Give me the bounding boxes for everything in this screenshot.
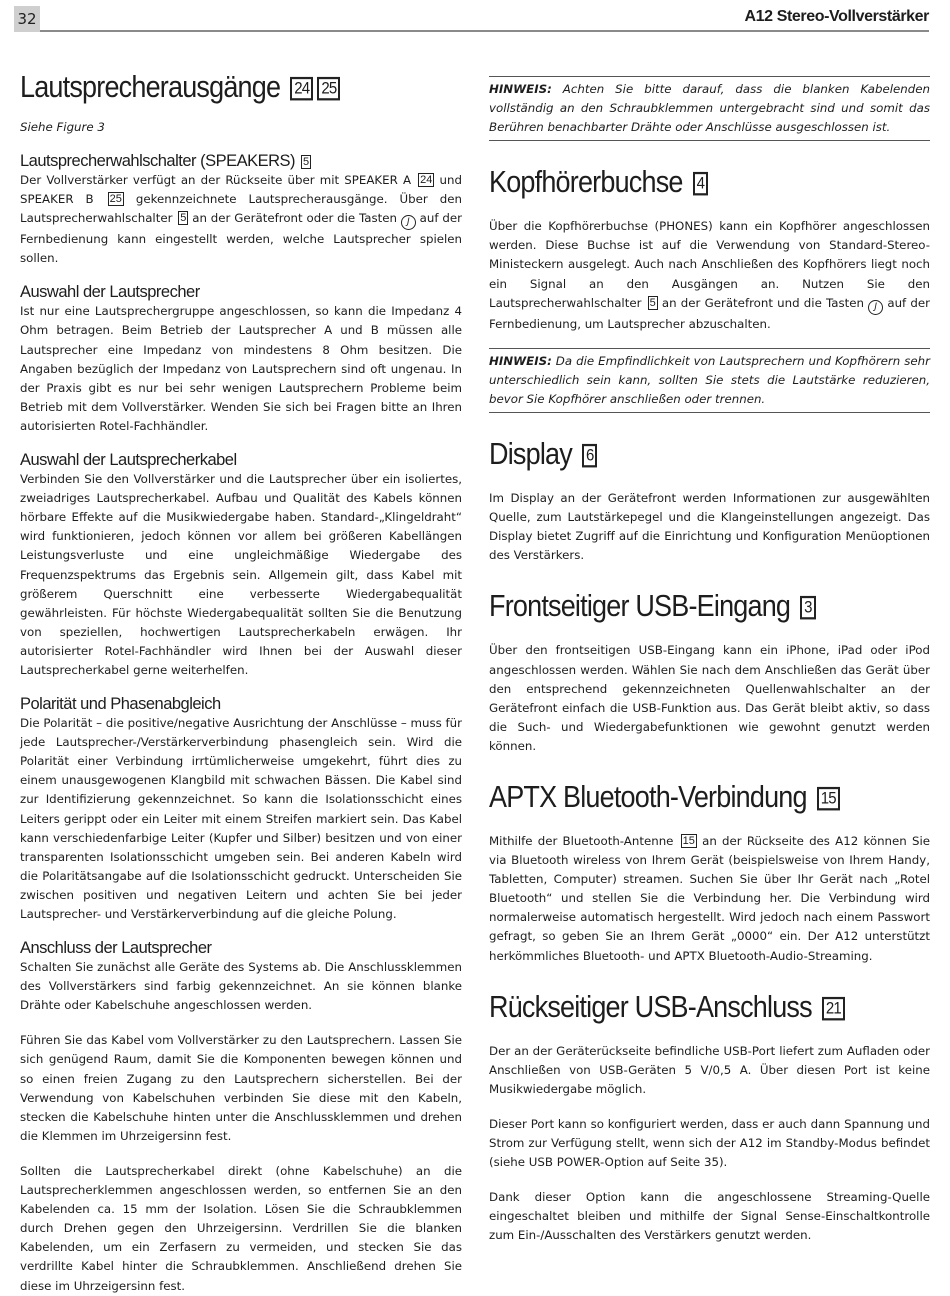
- paragraph: Dank dieser Option kann die angeschlossene Streaming-Quelle eingeschaltet bleiben und mithilfe der Signal Sense-Einschaltkontrolle zum Ein-/Ausschalten des Verstärkers genutzt werden.: [489, 1190, 930, 1243]
- ref-box: 25: [109, 193, 122, 206]
- text-run: an der Rückseite des A12 können Sie via Bluetooth wireless von Ihrem Gerät (beispielsweise von Ihrem Handy, Tabletten, Computer) streamen. Suchen Sie über Ihr Gerät nach „Rotel Bluetooth“ und stellen Sie die Verbindung her. Die Verbindung wird normalerweise automatisch hergestellt. Wird jedoch nach einem Passwort gefragt, so geben Sie an Ihrem Gerät „0000“ ein. Der A12 unterstützt herkömmliches Bluetooth- und APTX Bluetooth-Audio-Streaming.: [489, 833, 931, 963]
- section-heading: [489, 990, 930, 1024]
- ref-box: 5: [649, 296, 656, 309]
- paragraph: Dieser Port kann so konfiguriert werden, dass er auch dann Spannung und Strom zur Verfügung stellt, wenn sich der A12 im Standby-Modus befindet (siehe USB POWER-Option auf Seite 35).: [489, 1116, 930, 1170]
- heading-text: Kopfhörerbuchse: [489, 165, 683, 200]
- section-heading: [489, 165, 930, 199]
- ref-box: 21: [822, 997, 845, 1021]
- heading-text: Lautsprecherausgänge: [20, 70, 281, 104]
- subsection-heading: Auswahl der Lautsprecher: [20, 283, 200, 302]
- text-run: Mithilfe der Bluetooth-Antenne: [489, 833, 679, 848]
- text-run: an der Gerätefront und die Tasten: [657, 295, 869, 310]
- ref-box: 15: [817, 787, 840, 811]
- note-text: [489, 80, 930, 137]
- section-heading: [489, 780, 930, 814]
- subsection-heading: Polarität und Phasenabgleich: [20, 695, 221, 714]
- note-box: [489, 348, 930, 413]
- heading-text: APTX Bluetooth-Verbindung: [489, 780, 807, 814]
- remote-button-icon: J: [401, 215, 416, 230]
- section-heading: [20, 70, 462, 104]
- ref-box: 6: [582, 444, 598, 468]
- heading-text: Lautsprecherwahlschalter (SPEAKERS): [20, 152, 296, 170]
- ref-box: 5: [303, 156, 309, 168]
- text-run: Der Vollverstärker verfügt an der Rückseite über mit SPEAKER A: [20, 173, 417, 187]
- header-rule: [40, 30, 929, 32]
- paragraph: Über den frontseitigen USB-Eingang kann ein iPhone, iPad oder iPod angeschlossen werden. Wählen Sie nach dem Anschließen das Gerät über den entsprechend gekennzeichneten Quellenwahlschalter an der Gerätefront einfach die USB-Funktion aus. Das Gerät bleibt aktiv, so dass die Such- und Wiedergabefunktionen wie gewohnt genutzt werden können.: [489, 643, 930, 753]
- text-run: Achten Sie bitte darauf, dass die blanken Kabelenden vollständig an den Schraubklemmen untergebracht sind und somit das Berühren benachbarter Drähte oder Anschlüsse ausgeschlossen ist.: [489, 82, 930, 135]
- left-column: [20, 72, 462, 1296]
- right-column: [489, 76, 930, 1245]
- note-label: HINWEIS:: [489, 353, 552, 368]
- text-run: an der Gerätefront oder die Tasten: [188, 211, 401, 226]
- ref-box: 15: [682, 834, 695, 847]
- section-heading: [489, 590, 930, 624]
- ref-box: 4: [693, 172, 709, 196]
- note-box: [489, 76, 930, 141]
- paragraph: [20, 171, 462, 268]
- text-run: gekennzeichnete Lautsprecherausgänge. Über den Lautsprecherwahlschalter: [20, 192, 462, 226]
- remote-button-icon: J: [868, 300, 883, 315]
- paragraph: [489, 832, 930, 966]
- text-run: auf der Fernbedienung, um Lautsprecher abzuschalten.: [489, 295, 930, 331]
- page-number: 32: [14, 6, 40, 32]
- paragraph: Schalten Sie zunächst alle Geräte des Systems ab. Die Anschlussklemmen des Vollverstärkers sind farbig gekennzeichnet. An sie können blanke Drähte oder Kabelschuhe angeschlossen werden.: [20, 960, 462, 1013]
- figure-reference: Siehe Figure 3: [20, 120, 105, 134]
- heading-text: Rückseitiger USB-Anschluss: [489, 989, 812, 1024]
- subsection-heading: Auswahl der Lautsprecherkabel: [20, 451, 237, 470]
- text-run: Über die Kopfhörerbuchse (PHONES) kann ein Kopfhörer angeschlossen werden. Diese Buchse ist auf die Verwendung von Standard-Stereo-Ministeckern ausgelegt. Auch nach Anschließen des Kopfhörers liegt noch ein Signal an den Ausgängen an. Nutzen Sie den Lautsprecherwahlschalter: [489, 219, 930, 310]
- page-header: [14, 6, 929, 32]
- paragraph: Ist nur eine Lautsprechergruppe angeschlossen, so kann die Impedanz 4 Ohm betragen. Beim Betrieb der Lautsprecher A und B müssen alle Lautsprecher eine Impedanz von mindestens 8 Ohm besitzen. Die Angaben bezüglich der Impedanz von Lautsprechern sind oft ungenau. In der Praxis gibt es nur bei sehr wenigen Lautsprechern Probleme beim Betrieb mit dem Vollverstärker. Wenden Sie sich bei Fragen bitte an Ihren autorisierten Rotel-Fachhändler.: [20, 304, 462, 433]
- ref-box: 5: [180, 212, 187, 225]
- ref-box: 3: [800, 596, 816, 620]
- heading-text: Display: [489, 437, 572, 471]
- paragraph: Der an der Geräterückseite befindliche USB-Port liefert zum Aufladen oder Anschließen von USB-Geräten 5 V/0,5 A. Über diesen Port ist keine Musikwiedergabe möglich.: [489, 1043, 930, 1096]
- ref-box: 24: [290, 77, 313, 101]
- text-run: und SPEAKER B: [20, 173, 462, 207]
- paragraph: Sollten die Lautsprecherkabel direkt (ohne Kabelschuhe) an die Lautsprecherklemmen angeschlossen werden, so entfernen Sie an den Kabelenden ca. 15 mm der Isolation. Lösen Sie die Schraubklemmen durch Drehen gegen den Uhrzeigersinn. Verdrillen Sie die blanken Kabelenden, um ein Zerfasern zu vermeiden, und stecken Sie das verdrillte Kabel hinter die Schraubklemmen. Anschließend drehen Sie diese im Uhrzeigersinn fest.: [20, 1163, 462, 1293]
- paragraph: Führen Sie das Kabel vom Vollverstärker zu den Lautsprechern. Lassen Sie sich genügend Raum, damit Sie die Komponenten bewegen können und so einen freien Zugang zu den Lautsprechern sicherstellen. Bei der Verwendung von Kabelschuhen verbinden Sie diese mit den Kabeln, stecken die Kabelschuhe hinten unter die Anschlussklemmen und drehen die Klemmen im Uhrzeigersinn fest.: [20, 1033, 462, 1143]
- text-run: Da die Empfindlichkeit von Lautsprechern und Kopfhörern sehr unterschiedlich sein kann, sollten Sie stets die Lautstärke reduzieren, bevor Sie Kopfhörer anschließen oder trennen.: [489, 353, 930, 406]
- text-run: auf der Fernbedienung kann eingestellt werden, welche Lautsprecher spielen sollen.: [20, 211, 462, 266]
- note-label: HINWEIS:: [489, 82, 552, 96]
- paragraph: Die Polarität – die positive/negative Ausrichtung der Anschlüsse – muss für jede Lautsprecher-/Verstärkerverbindung phasengleich sein. Wird die Polarität einer Verbindung irrtümlicherweise umgekehrt, führt dies zu einem unausgewogenen Klangbild mit schwachen Bässen. Die Kabel sind zur Identifizierung gekennzeichnet. So kann die Isolationsschicht eines Leiters gerippt oder ein Leiter mit einem Streifen markiert sein. Das Kabel kann verschiedenfarbige Leiter (Kupfer und Silber) besitzen und von einer transparenten Isolationsschicht umgeben sein. Bei anderen Kabeln wird die Polaritätsangabe auf die Isolationsschicht gedruckt. Unterscheiden Sie zwischen positiven und negativen Leitern und achten Sie bei jeder Lautsprecher- und Verstärkerverbindung auf die gleiche Polung.: [20, 716, 462, 921]
- paragraph: Verbinden Sie den Vollverstärker und die Lautsprecher über ein isoliertes, zweiadriges Lautsprecherkabel. Aufbau und Qualität des Kabels können hörbare Effekte auf die Musikwiedergabe haben. Standard-„Klingeldraht“ wird funktionieren, jedoch können vor allem bei größeren Kabellängen Leistungsverluste und eine ungleichmäßige Wiedergabe des Frequenzspektrums das Ergebnis sein. Allgemein gilt, dass Kabel mit größerem Querschnitt eine verbesserte Wiedergabequalität gewährleisten. Für höchste Wiedergabequalität sollten Sie die Benutzung von speziellen, hochwertigen Lautsprecherkabeln erwägen. Ihr autorisierter Rotel-Fachhändler wird Ihnen bei der Auswahl dieser Lautsprecherkabel gerne weiterhelfen.: [20, 472, 462, 677]
- note-text: [489, 352, 930, 409]
- heading-text: Frontseitiger USB-Eingang: [489, 589, 791, 624]
- section-heading: [489, 437, 930, 471]
- subsection-heading: Anschluss der Lautsprecher: [20, 939, 212, 958]
- paragraph: [489, 217, 930, 333]
- subsection-heading: [20, 151, 462, 171]
- paragraph: Im Display an der Gerätefront werden Informationen zur ausgewählten Quelle, zum Lautstärkepegel und die Klangeinstellungen angezeigt. Das Display bietet Zugriff auf die Einrichtung und Konfiguration Menüoptionen des Verstärkers.: [489, 491, 930, 563]
- ref-box: 25: [317, 77, 340, 101]
- document-title: A12 Stereo-Vollverstärker: [744, 8, 929, 25]
- ref-box: 24: [420, 174, 433, 186]
